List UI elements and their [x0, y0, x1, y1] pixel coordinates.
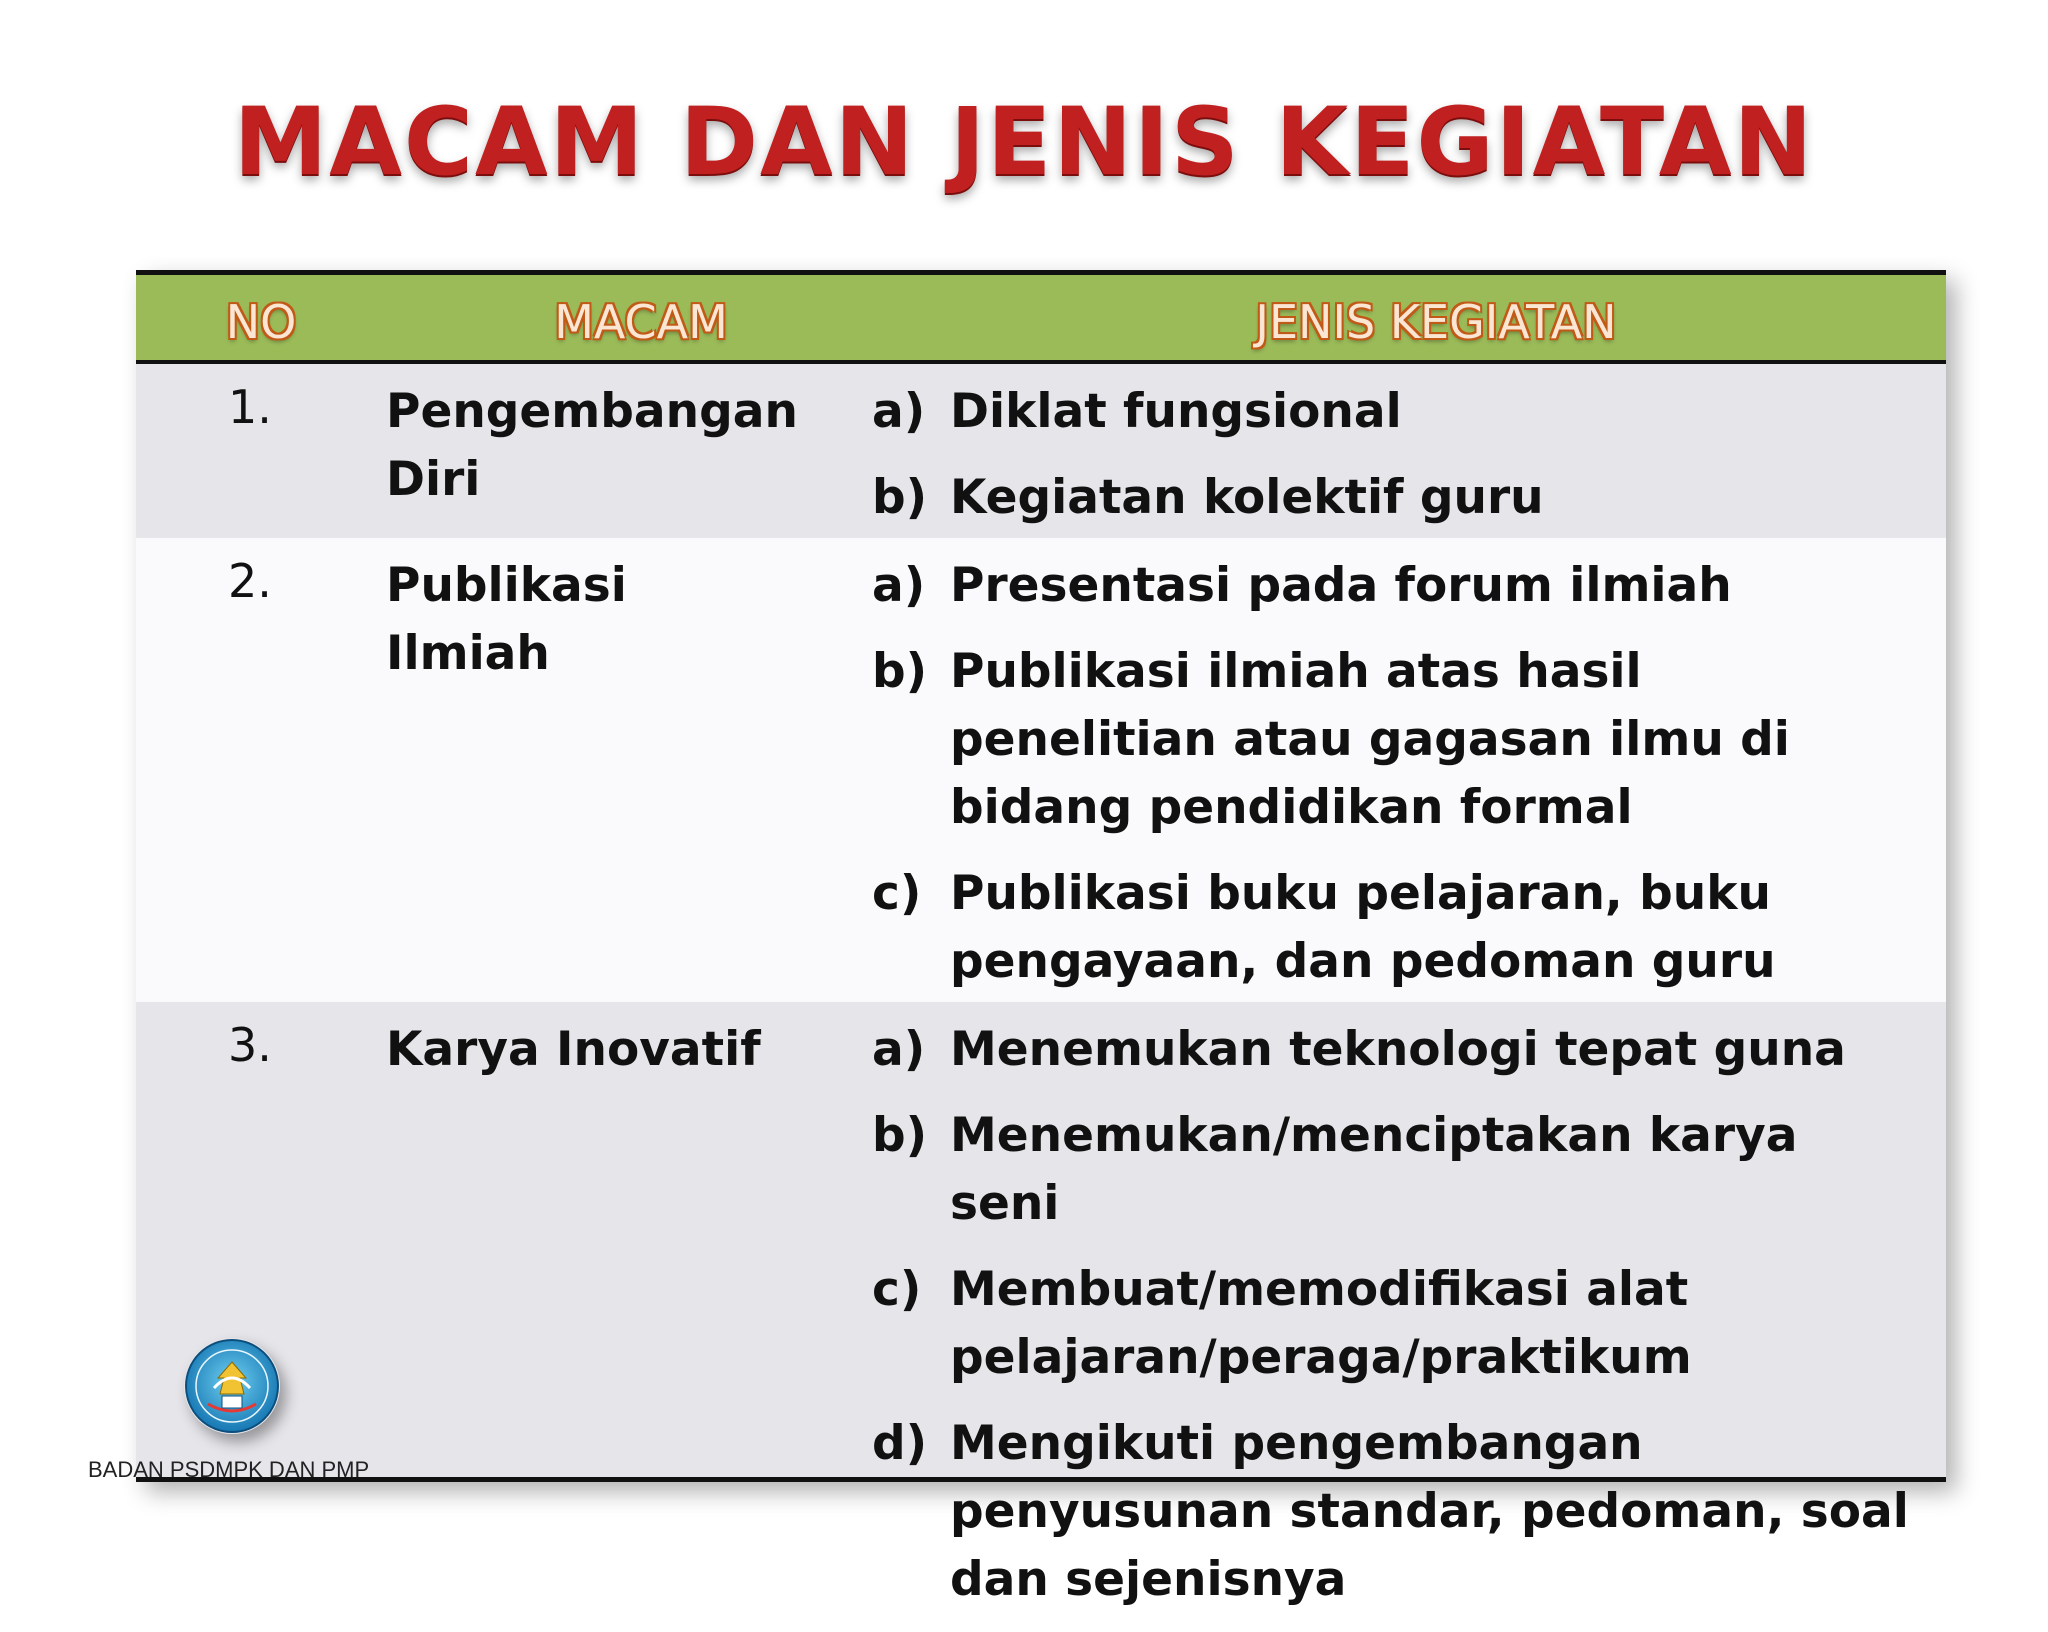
jenis-list: [872, 552, 1922, 1014]
list-marker: b): [872, 1108, 928, 1163]
tut-wuri-handayani-logo-icon: [184, 1338, 280, 1434]
list-item-text: Publikasi ilmiah atas hasil penelitian atau gagasan ilmu di bidang pendidikan formal: [950, 644, 1790, 835]
list-marker: d): [872, 1416, 928, 1471]
list-marker: b): [872, 644, 928, 699]
list-item-text: Kegiatan kolektif guru: [950, 470, 1544, 525]
list-item: [872, 1102, 1922, 1238]
list-item: [872, 1016, 1922, 1084]
row-macam: Pengembangan Diri: [386, 384, 798, 507]
list-item: [872, 378, 1922, 446]
activities-table: [136, 270, 1946, 1607]
header-jenis-kegiatan: JENIS KEGIATAN: [1255, 295, 1617, 349]
list-marker: c): [872, 866, 922, 921]
list-item-text: Mengikuti pengembangan penyusunan standar, pedoman, soal dan sejenisnya: [950, 1416, 1909, 1607]
table-row: [136, 538, 1946, 1002]
list-marker: a): [872, 1022, 926, 1077]
list-item-text: Publikasi buku pelajaran, buku pengayaan, dan pedoman guru: [950, 866, 1776, 989]
table-row: [136, 364, 1946, 538]
list-item: [872, 1410, 1922, 1614]
list-item-text: Diklat fungsional: [950, 384, 1402, 439]
table-header-row: [136, 275, 1946, 360]
slide-title: MACAM DAN JENIS KEGIATAN: [233, 88, 1815, 197]
list-item-text: Menemukan/menciptakan karya seni: [950, 1108, 1798, 1231]
list-marker: c): [872, 1262, 922, 1317]
list-marker: a): [872, 558, 926, 613]
list-item: [872, 464, 1922, 532]
row-macam: Karya Inovatif: [386, 1022, 761, 1077]
footer-text: BADAN PSDMPK DAN PMP: [88, 1457, 370, 1482]
row-number: 2.: [228, 554, 272, 608]
list-item: [872, 860, 1922, 996]
table-row: [136, 1002, 1946, 1607]
list-item-text: Presentasi pada forum ilmiah: [950, 558, 1732, 613]
row-number: 1.: [228, 380, 272, 434]
list-marker: a): [872, 384, 926, 439]
list-item-text: Membuat/memodifikasi alat pelajaran/peraga/praktikum: [950, 1262, 1692, 1385]
list-item: [872, 1256, 1922, 1392]
header-no: NO: [225, 295, 297, 349]
table-bottom-rule: [136, 1477, 1946, 1482]
jenis-list: [872, 1016, 1922, 1632]
list-marker: b): [872, 470, 928, 525]
row-number: 3.: [228, 1018, 272, 1072]
header-macam: MACAM: [554, 295, 728, 349]
list-item: [872, 638, 1922, 842]
list-item-text: Menemukan teknologi tepat guna: [950, 1022, 1846, 1077]
row-macam: Publikasi Ilmiah: [386, 558, 627, 681]
jenis-list: [872, 378, 1922, 550]
list-item: [872, 552, 1922, 620]
